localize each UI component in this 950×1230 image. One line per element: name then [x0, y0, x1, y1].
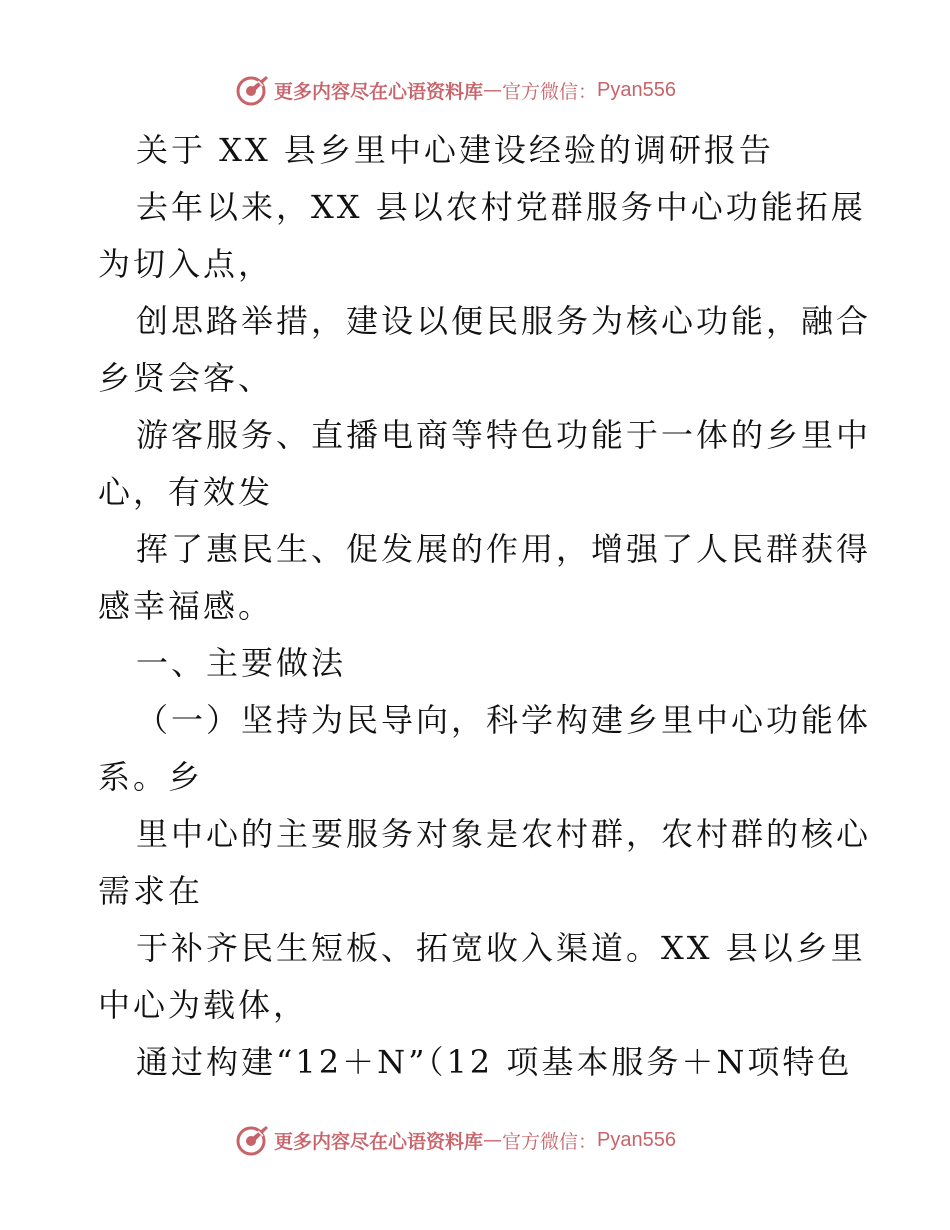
paragraph-line: 挥了惠民生、促发展的作用，增强了人民群获得 [136, 530, 872, 568]
banner-sub-text: 官方微信： [502, 1130, 598, 1153]
document-body [98, 122, 872, 1091]
paragraph-line: 乡贤会客、 [98, 359, 274, 397]
paragraph-line: 通过构建“12＋N”（12 项基本服务＋N项特色 [136, 1043, 853, 1081]
paragraph-line: 心，有效发 [98, 473, 274, 511]
footer-banner [236, 1122, 676, 1158]
banner-dash: — [483, 79, 503, 101]
paragraph-line: 系。乡 [98, 758, 204, 796]
header-banner [236, 72, 676, 108]
pen-logo-icon [236, 73, 270, 107]
banner-dash: — [483, 1129, 503, 1151]
report-title: 关于 XX 县乡里中心建设经验的调研报告 [136, 131, 774, 169]
banner-wechat-id: Pyan556 [597, 78, 676, 101]
paragraph-line: 需求在 [98, 872, 204, 910]
paragraph-line: 于补齐民生短板、拓宽收入渠道。XX 县以乡里 [136, 929, 866, 967]
banner-sub-text: 官方微信： [502, 80, 598, 103]
paragraph-line: 里中心的主要服务对象是农村群，农村群的核心 [136, 815, 872, 853]
paragraph-line: 感幸福感。 [98, 587, 274, 625]
paragraph-line: 创思路举措，建设以便民服务为核心功能，融合 [136, 302, 872, 340]
paragraph-line: 游客服务、直播电商等特色功能于一体的乡里中 [136, 416, 872, 454]
pen-logo-icon [236, 1123, 270, 1157]
banner-main-text: 更多内容尽在心语资料库 [274, 1130, 484, 1153]
paragraph-line: 去年以来，XX 县以农村党群服务中心功能拓展 [136, 188, 866, 226]
banner-wechat-id: Pyan556 [597, 1128, 676, 1151]
section-heading: 一、主要做法 [136, 644, 347, 682]
paragraph-line: 中心为载体， [98, 986, 309, 1024]
paragraph-line: 为切入点， [98, 245, 274, 283]
subsection-line: （一）坚持为民导向，科学构建乡里中心功能体 [136, 701, 872, 739]
banner-main-text: 更多内容尽在心语资料库 [274, 80, 484, 103]
